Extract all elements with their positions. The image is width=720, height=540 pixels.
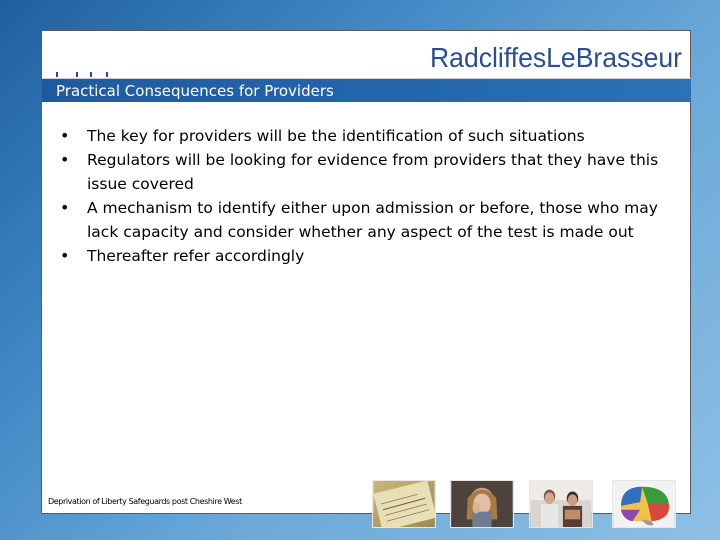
distressed-child-photo (450, 480, 514, 528)
slide-panel (41, 30, 691, 514)
bullet-item: • A mechanism to identify either upon admission or before, those who may lack capacity and consider whether any aspect of the test is made out (60, 196, 670, 244)
footer-caption: Deprivation of Liberty Safeguards post Cheshire West (48, 497, 242, 506)
title-decoration (56, 72, 116, 78)
company-logo (430, 40, 686, 74)
bullet-item: • Regulators will be looking for evidence from providers that they have this issue covered (60, 148, 670, 196)
brain-diagram-photo (612, 480, 676, 528)
slide-title: Practical Consequences for Providers (56, 82, 334, 100)
logo-text: RadcliffesLeBrasseur (430, 42, 682, 73)
bullet-item: • Thereafter refer accordingly (60, 244, 670, 268)
document-photo (372, 480, 436, 528)
bullet-item: • The key for providers will be the identification of such situations (60, 124, 670, 148)
counselling-photo (529, 480, 593, 528)
bullet-list (60, 124, 670, 268)
